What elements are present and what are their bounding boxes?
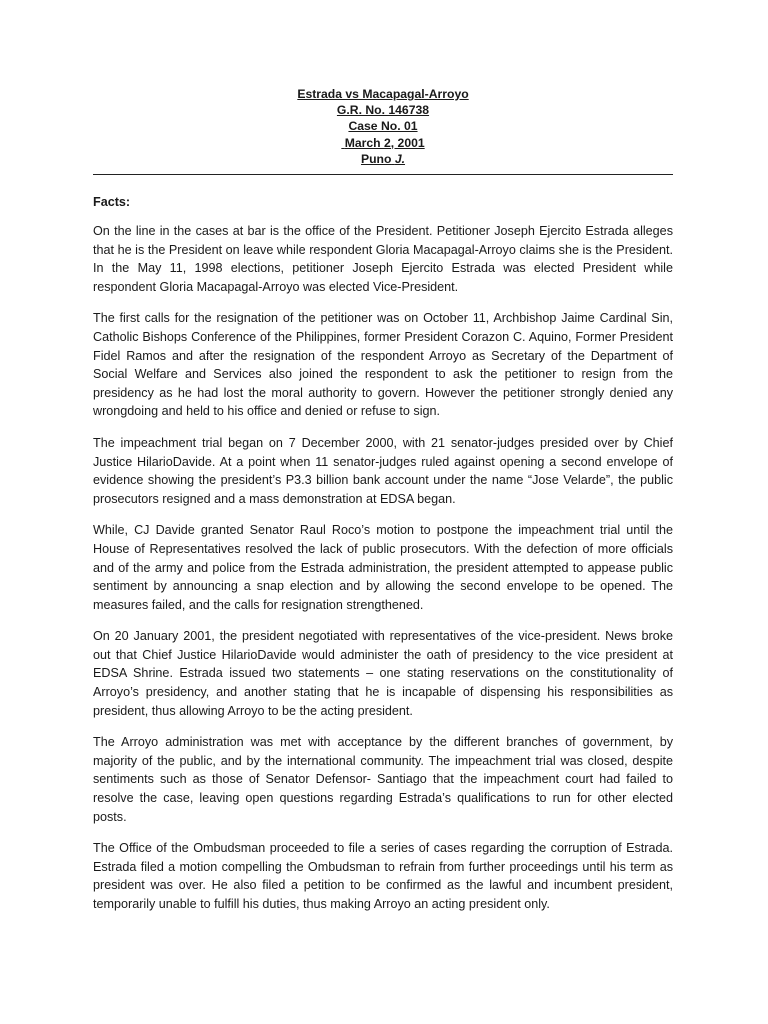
paragraph: While, CJ Davide granted Senator Raul Roco’s motion to postpone the impeachment trial until the House of Representatives resolved the lack of public prosecutors. With the defection of more officials and of the army and police from the Estrada administration, the president attempted to appease public sentiment by announcing a snap election and by allowing the second envelope to be opened. The measures failed, and the calls for resignation strengthened.: [93, 523, 673, 612]
paragraph: The first calls for the resignation of the petitioner was on October 11, Archbishop Jaime Cardinal Sin, Catholic Bishops Conference of the Philippines, former President Corazon C. Aquino, Former President Fidel Ramos and after the resignation of the respondent Arroyo as Secretary of the Department of Social Welfare and Services also joined the respondent to ask the petitioner to resign from the presidency as he had lost the moral authority to govern. However the petitioner strongly denied any wrongdoing and held to his office and denied or refuse to sign.: [93, 311, 673, 419]
ponente-suffix: J.: [394, 151, 406, 166]
paragraph: The impeachment trial began on 7 December 2000, with 21 senator-judges presided over by Chief Justice HilarioDavide. At a point when 11 senator-judges ruled against opening a second envelope of evidence showing the president’s P3.3 billion bank account under the name “Jose Velarde”, the public prosecutors resigned and a mass demonstration at EDSA began.: [93, 435, 673, 506]
decision-date: [93, 135, 673, 151]
gr-number: G.R. No. 146738: [336, 103, 430, 118]
case-header: [93, 86, 673, 167]
case-number: Case No. 01: [348, 119, 418, 134]
paragraph: The Office of the Ombudsman proceeded to file a series of cases regarding the corruption of Estrada. Estrada filed a motion compelling the Ombudsman to refrain from further proceedings until his term as president was over. He also filed a petition to be confirmed as the lawful and incumbent president, temporarily unable to fulfill his duties, thus making Arroyo an acting president only.: [93, 841, 673, 912]
paragraph: On 20 January 2001, the president negotiated with representatives of the vice-president. News broke out that Chief Justice HilarioDavide would administer the oath of presidency to the vice president at EDSA Shrine. Estrada issued two statements – one stating reservations on the constitutionality of Arroyo’s presidency, and another stating that he is incapable of dispensing his responsibilities as president, thus allowing Arroyo to be the acting president.: [93, 629, 673, 718]
document-page: [93, 86, 673, 914]
ponente: [93, 151, 673, 167]
decision-date-text: March 2, 2001: [344, 135, 425, 150]
paragraph: The Arroyo administration was met with acceptance by the different branches of government, by majority of the public, and by the international community. The impeachment trial was closed, despite sentiments such as those of Senator Defensor- Santiago that the impeachment court had failed to resolve the case, leaving open questions regarding Estrada’s qualifications to run for other elected posts.: [93, 735, 673, 824]
paragraph: On the line in the cases at bar is the office of the President. Petitioner Joseph Ejercito Estrada alleges that he is the President on leave while respondent Gloria Macapagal-Arroyo claims she is the President. In the May 11, 1998 elections, petitioner Joseph Ejercito Estrada was elected President while respondent Gloria Macapagal-Arroyo was elected Vice-President.: [93, 224, 673, 294]
section-heading: Facts:: [93, 195, 131, 210]
ponente-name: Puno: [360, 151, 392, 166]
case-title: Estrada vs Macapagal-Arroyo: [297, 87, 469, 101]
header-divider: [93, 174, 673, 175]
